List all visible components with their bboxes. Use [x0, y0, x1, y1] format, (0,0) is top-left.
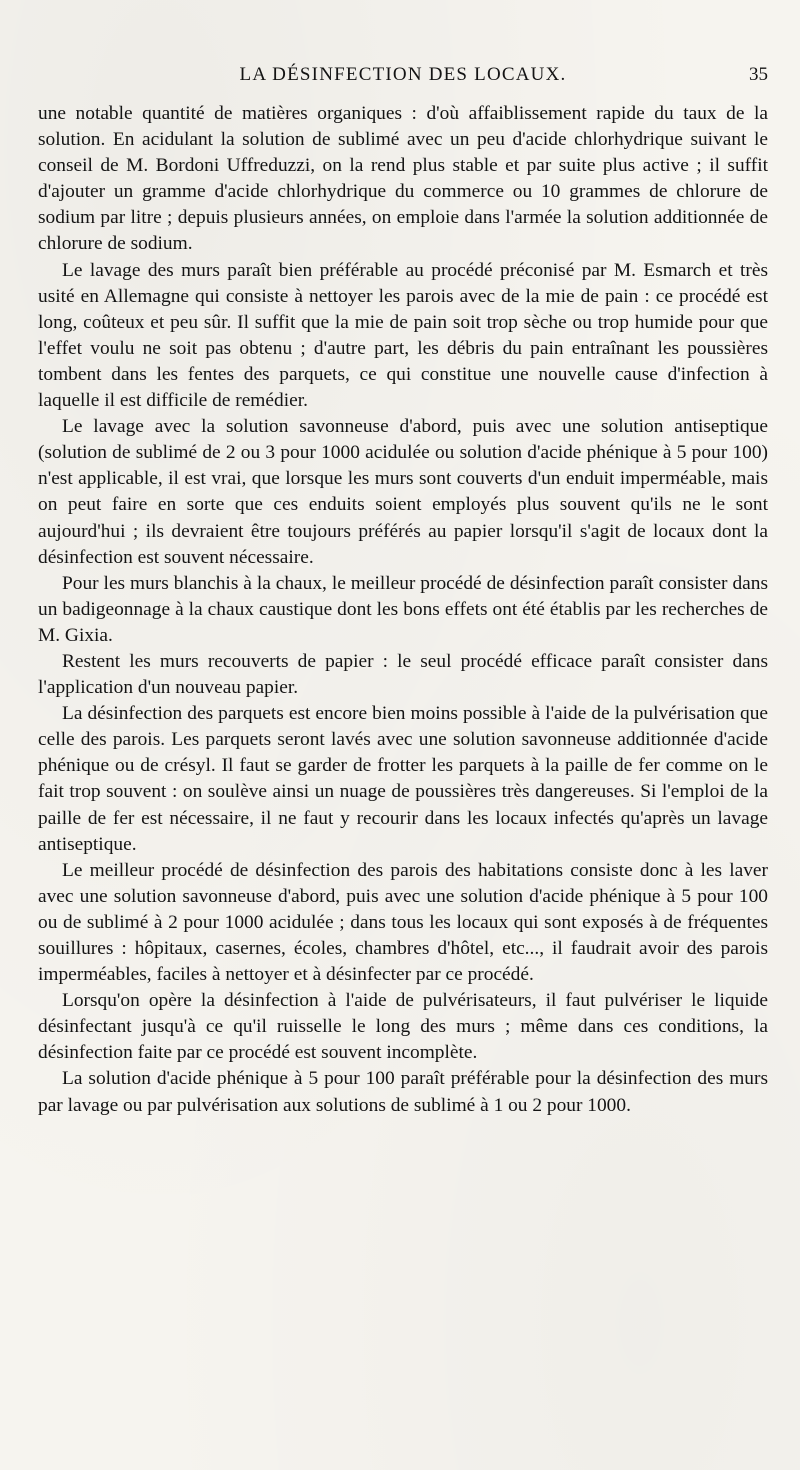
paragraph: Le lavage des murs paraît bien préférable au procédé préconisé par M. Esmarch et très usité en Allemagne qui consiste à nettoyer les parois avec de la mie de pain : ce procédé est long, coûteux et peu sûr. Il suffit que la mie de pain soit trop sèche ou trop humide pour que l'effet voulu ne soit pas obtenu ; d'autre part, les débris du pain entraînant les poussières tombent dans les fentes des parquets, ce qui constitue une nouvelle cause d'infection à laquelle il est difficile de remédier. [38, 259, 768, 412]
running-head [38, 64, 768, 94]
page-number: 35 [749, 64, 768, 85]
paragraph: Restent les murs recouverts de papier : le seul procédé efficace paraît consister dans l'application d'un nouveau papier. [38, 650, 768, 699]
body-text [38, 101, 768, 1119]
paragraph: Pour les murs blanchis à la chaux, le meilleur procédé de désinfection paraît consister dans un badigeonnage à la chaux caustique dont les bons effets ont été établis par les recherches de M. Gixia. [38, 572, 768, 646]
paragraph: La solution d'acide phénique à 5 pour 100 paraît préférable pour la désinfection des murs par lavage ou par pulvérisation aux solutions de sublimé à 1 ou 2 pour 1000. [38, 1068, 768, 1116]
running-title: LA DÉSINFECTION DES LOCAUX. [239, 64, 567, 85]
paragraph: Lorsqu'on opère la désinfection à l'aide de pulvérisateurs, il faut pulvériser le liquide désinfectant jusqu'à ce qu'il ruisselle le long des murs ; même dans ces conditions, la désinfection faite par ce procédé est souvent incomplète. [38, 990, 768, 1064]
paragraph: La désinfection des parquets est encore bien moins possible à l'aide de la pulvérisation que celle des parois. Les parquets seront lavés avec une solution savonneuse additionnée d'acide phénique ou de crésyl. Il faut se garder de frotter les parquets à la paille de fer comme on le fait trop souvent : on soulève ainsi un nuage de poussières très dangereuses. Si l'emploi de la paille de fer est nécessaire, il ne faut y recourir dans les locaux infectés qu'après un lavage antiseptique. [38, 703, 768, 855]
paragraph: Le lavage avec la solution savonneuse d'abord, puis avec une solution antiseptique (solution de sublimé de 2 ou 3 pour 1000 acidulée ou solution d'acide phénique à 5 pour 100) n'est applicable, il est vrai, que lorsque les murs sont couverts d'un enduit imperméable, mais on peut faire en sorte que ces enduits soient employés plus souvent qu'ils ne le sont aujourd'hui ; ils devraient être toujours préférés au papier lorsqu'il s'agit de locaux dont la désinfection est souvent nécessaire. [38, 416, 768, 568]
paragraph: Le meilleur procédé de désinfection des parois des habitations consiste donc à les laver avec une solution savonneuse d'abord, puis avec une solution d'acide phénique à 5 pour 100 ou de sublimé à 2 pour 1000 acidulée ; dans tous les locaux qui sont exposés à de fréquentes souillures : hôpitaux, casernes, écoles, chambres d'hôtel, etc..., il faudrait avoir des parois imperméables, faciles à nettoyer et à désinfecter par ce procédé. [38, 859, 768, 986]
paragraph-continued: une notable quantité de matières organiques : d'où affaiblissement rapide du taux de la solution. En acidulant la solution de sublimé avec un peu d'acide chlorhydrique suivant le conseil de M. Bordoni Uffreduzzi, on la rend plus stable et par suite plus active ; il suffit d'ajouter un gramme d'acide chlorhydrique du commerce ou 10 grammes de chlorure de sodium par litre ; depuis plusieurs années, on emploie dans l'armée la solution additionnée de chlorure de sodium. [38, 103, 768, 255]
